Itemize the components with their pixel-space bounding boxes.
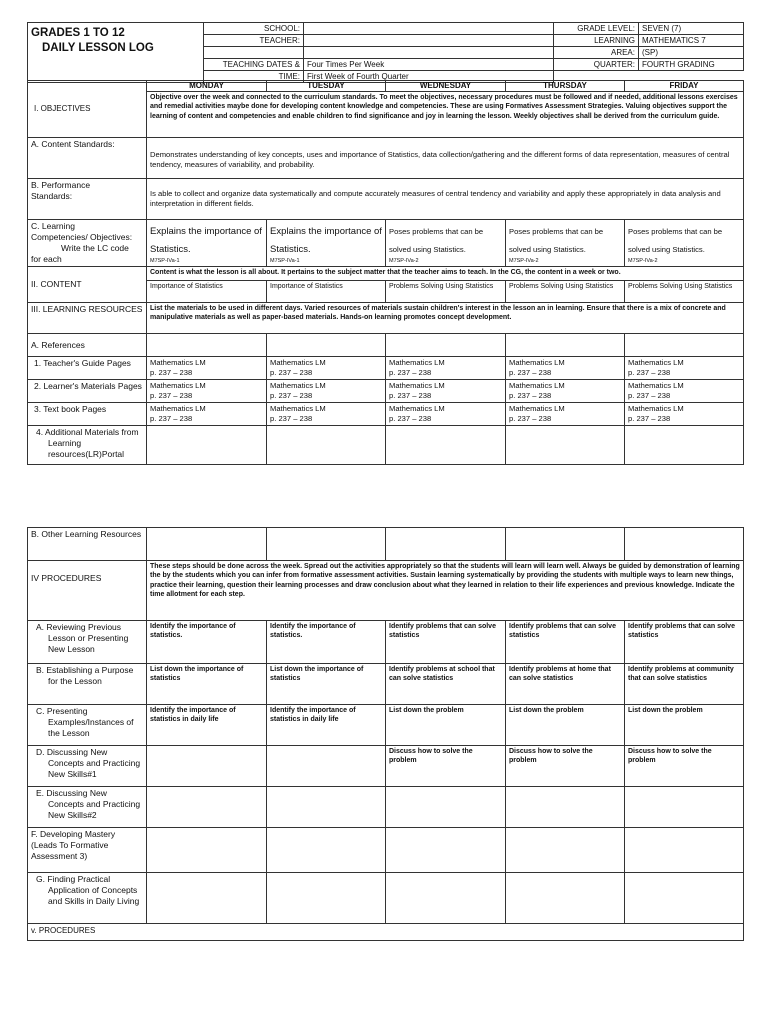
ref-title: Mathematics LM [389, 381, 445, 390]
lc-code: M7SP-IVa-1 [270, 258, 300, 264]
teaching-dates-value: Four Times Per Week [304, 59, 554, 71]
ref-title: Mathematics LM [509, 358, 565, 367]
other-blank [267, 528, 386, 561]
time-label: TIME: [204, 71, 304, 83]
ref-cell [267, 403, 386, 426]
procedure-cell [506, 873, 625, 924]
additional-blank [386, 426, 506, 465]
school-label: SCHOOL: [204, 23, 304, 35]
content-label: II. CONTENT [28, 267, 147, 303]
additional-materials-label: 4. Additional Materials from Learning resources(LR)Portal [28, 426, 147, 465]
time-value: First Week of Fourth Quarter [304, 71, 554, 83]
procedure-cell [386, 828, 506, 873]
lesson-table-part-2 [27, 527, 744, 941]
competencies-label-line-4: for each [31, 254, 62, 264]
competency-wednesday [386, 220, 506, 267]
ref-title: Mathematics LM [270, 404, 326, 413]
procedure-cell: Identify the importance of statistics. [147, 621, 267, 664]
ref-pages: p. 237 – 238 [150, 391, 193, 400]
ref-cell [506, 357, 625, 380]
ref-pages: p. 237 – 238 [628, 391, 671, 400]
competency-text: Explains the importance of Statistics. [270, 226, 382, 255]
learning-area-label-1: LEARNING [554, 35, 639, 47]
lc-code: M7SP-IVa-2 [509, 258, 539, 264]
school-value [304, 23, 554, 35]
procedure-cell: Discuss how to solve the problem [625, 746, 744, 787]
references-blank [386, 334, 506, 357]
procedures-description: These steps should be done across the week. Spread out the activities appropriately so that the students will learn will learn well. Always be guided by demonstration of learning the by the students which you can infer from formative assessment activities. Sustain learning systematically by providing the students with multiple ways to learn new things, practice their learning, question their learning processes and draw conclusion about what they learned in relation to their life experiences and previous knowledge. Indicate the time allotment for each step. [147, 561, 744, 621]
ref-pages: p. 237 – 238 [270, 391, 313, 400]
procedure-a-label: A. Reviewing Previous Lesson or Presenting New Lesson [28, 621, 147, 664]
competency-text: Poses problems that can be solved using Statistics. [389, 227, 484, 254]
ref-cell [625, 380, 744, 403]
procedure-cell [625, 873, 744, 924]
ref-cell [625, 403, 744, 426]
ref-title: Mathematics LM [628, 381, 684, 390]
content-wednesday: Problems Solving Using Statistics [386, 281, 506, 303]
competency-thursday [506, 220, 625, 267]
competencies-label-line-3: Write the LC code [61, 243, 129, 253]
ref-title: Mathematics LM [509, 404, 565, 413]
ref-title: Mathematics LM [628, 358, 684, 367]
performance-standards-label-line-2: Standards: [31, 191, 73, 201]
ref-title: Mathematics LM [628, 404, 684, 413]
content-description: Content is what the lesson is all about. It pertains to the subject matter that the teacher aims to teach. In the CG, the content in a week or two. [147, 267, 744, 281]
procedure-cell: Identify problems at community that can solve statistics [625, 664, 744, 705]
competency-monday [147, 220, 267, 267]
content-standards-label: A. Content Standards: [28, 138, 147, 179]
references-label: A. References [28, 334, 147, 357]
procedures-label: IV PROCEDURES [28, 561, 147, 621]
procedure-c-label: C. Presenting Examples/Instances of the Lesson [28, 705, 147, 746]
competency-tuesday [267, 220, 386, 267]
day-thursday: THURSDAY [506, 81, 625, 92]
procedure-e-label: E. Discussing New Concepts and Practicing New Skills#2 [28, 787, 147, 828]
procedure-cell: Identify problems that can solve statistics [506, 621, 625, 664]
competencies-label [28, 220, 147, 267]
daily-lesson-log-title: DAILY LESSON LOG [42, 42, 154, 54]
performance-standards-label [28, 179, 147, 220]
references-blank [147, 334, 267, 357]
content-standards-text: Demonstrates understanding of key concepts, uses and importance of Statistics, data collection/gathering and the different forms of data representation, measures of central tendency, measures of variability, and probability. [147, 138, 744, 179]
lc-code: M7SP-IVa-2 [628, 258, 658, 264]
lesson-table-part-1 [27, 80, 744, 465]
procedure-cell: Discuss how to solve the problem [506, 746, 625, 787]
teachers-guide-label: 1. Teacher's Guide Pages [28, 357, 147, 380]
ref-title: Mathematics LM [270, 358, 326, 367]
procedure-cell: Identify problems at school that can solve statistics [386, 664, 506, 705]
procedure-cell [147, 873, 267, 924]
other-blank [625, 528, 744, 561]
procedure-cell: Identify the importance of statistics in daily life [147, 705, 267, 746]
teaching-dates-label: TEACHING DATES & [204, 59, 304, 71]
learning-resources-text: List the materials to be used in different days. Varied resources of materials sustain children's interest in the lesson an in learning. Ensure that there is a mix of concrete and manipulative materials as well as paper-based materials. Hands-on learning promotes concept development. [147, 303, 744, 334]
ref-pages: p. 237 – 238 [150, 368, 193, 377]
competencies-label-line-2: Competencies/ Objectives: [31, 232, 133, 242]
ref-pages: p. 237 – 238 [389, 368, 432, 377]
day-tuesday: TUESDAY [267, 81, 386, 92]
procedure-cell: List down the problem [506, 705, 625, 746]
procedure-cell [267, 746, 386, 787]
teacher-value [304, 35, 554, 47]
ref-title: Mathematics LM [509, 381, 565, 390]
procedure-cell [147, 746, 267, 787]
performance-standards-text: Is able to collect and organize data systematically and compute accurately measures of central tendency and variability and apply these appropriately in data analysis and interpretation in different fields. [147, 179, 744, 220]
ref-title: Mathematics LM [150, 358, 206, 367]
header-title-cell [28, 23, 204, 83]
procedure-cell: Discuss how to solve the problem [386, 746, 506, 787]
ref-cell [267, 380, 386, 403]
objectives-label: I. OBJECTIVES [28, 81, 147, 138]
ref-cell [506, 403, 625, 426]
competency-text: Poses problems that can be solved using Statistics. [509, 227, 604, 254]
procedure-cell: List down the problem [625, 705, 744, 746]
learners-materials-label: 2. Learner's Materials Pages [28, 380, 147, 403]
procedure-cell: Identify the importance of statistics in daily life [267, 705, 386, 746]
ref-pages: p. 237 – 238 [628, 368, 671, 377]
quarter-value: FOURTH GRADING [639, 59, 744, 71]
other-blank [147, 528, 267, 561]
ref-title: Mathematics LM [389, 358, 445, 367]
ref-cell [267, 357, 386, 380]
procedure-cell: Identify problems that can solve statistics [386, 621, 506, 664]
additional-blank [147, 426, 267, 465]
header-table [27, 22, 744, 83]
ref-pages: p. 237 – 238 [150, 414, 193, 423]
textbook-pages-label: 3. Text book Pages [28, 403, 147, 426]
competency-text: Poses problems that can be solved using Statistics. [628, 227, 723, 254]
procedure-cell [267, 828, 386, 873]
day-friday: FRIDAY [625, 81, 744, 92]
content-thursday: Problems Solving Using Statistics [506, 281, 625, 303]
ref-cell [147, 380, 267, 403]
ref-pages: p. 237 – 238 [270, 414, 313, 423]
ref-title: Mathematics LM [389, 404, 445, 413]
procedure-cell [147, 787, 267, 828]
teacher-blank [204, 47, 304, 59]
content-friday: Problems Solving Using Statistics [625, 281, 744, 303]
ref-cell [147, 403, 267, 426]
competencies-label-line-1: C. Learning [31, 221, 75, 231]
grade-level-label: GRADE LEVEL: [554, 23, 639, 35]
procedure-cell [506, 828, 625, 873]
additional-blank [506, 426, 625, 465]
procedure-cell: Identify the importance of statistics. [267, 621, 386, 664]
learning-area-label-2: AREA: [554, 47, 639, 59]
day-wednesday: WEDNESDAY [386, 81, 506, 92]
procedure-d-label: D. Discussing New Concepts and Practicing New Skills#1 [28, 746, 147, 787]
quarter-label: QUARTER: [554, 59, 639, 71]
ref-pages: p. 237 – 238 [389, 391, 432, 400]
learning-resources-label: III. LEARNING RESOURCES [28, 303, 147, 334]
references-blank [625, 334, 744, 357]
procedure-cell: Identify problems at home that can solve statistics [506, 664, 625, 705]
ref-pages: p. 237 – 238 [628, 414, 671, 423]
procedure-g-label: G. Finding Practical Application of Concepts and Skills in Daily Living [28, 873, 147, 924]
grade-level-value: SEVEN (7) [639, 23, 744, 35]
procedure-cell [625, 828, 744, 873]
other-blank [506, 528, 625, 561]
ref-cell [147, 357, 267, 380]
performance-standards-label-line-1: B. Performance [31, 180, 91, 190]
competency-text: Explains the importance of Statistics. [150, 226, 262, 255]
ref-pages: p. 237 – 238 [509, 391, 552, 400]
procedure-cell [267, 787, 386, 828]
other-blank [386, 528, 506, 561]
competency-friday [625, 220, 744, 267]
lc-code: M7SP-IVa-2 [389, 258, 419, 264]
references-blank [267, 334, 386, 357]
references-blank [506, 334, 625, 357]
ref-pages: p. 237 – 238 [509, 414, 552, 423]
additional-blank [625, 426, 744, 465]
teacher-label: TEACHER: [204, 35, 304, 47]
ref-cell [506, 380, 625, 403]
procedure-cell [506, 787, 625, 828]
ref-title: Mathematics LM [150, 381, 206, 390]
ref-cell [386, 380, 506, 403]
ref-cell [386, 403, 506, 426]
learning-area-value-2: (SP) [639, 47, 744, 59]
procedure-cell [147, 828, 267, 873]
ref-title: Mathematics LM [270, 381, 326, 390]
ref-cell [625, 357, 744, 380]
procedure-b-label: B. Establishing a Purpose for the Lesson [28, 664, 147, 705]
content-tuesday: Importance of Statistics [267, 281, 386, 303]
ref-cell [386, 357, 506, 380]
learning-area-value-1: MATHEMATICS 7 [639, 35, 744, 47]
other-resources-label: B. Other Learning Resources [28, 528, 147, 561]
additional-blank [267, 426, 386, 465]
procedure-cell [625, 787, 744, 828]
procedure-cell [267, 873, 386, 924]
procedure-cell: List down the problem [386, 705, 506, 746]
content-monday: Importance of Statistics [147, 281, 267, 303]
ref-pages: p. 237 – 238 [270, 368, 313, 377]
procedure-cell: List down the importance of statistics [147, 664, 267, 705]
procedure-cell: Identify problems that can solve statistics [625, 621, 744, 664]
procedure-cell [386, 787, 506, 828]
v-procedures-label: v. PROCEDURES [28, 924, 744, 941]
grades-title: GRADES 1 TO 12 [31, 27, 125, 39]
lc-code: M7SP-IVa-1 [150, 258, 180, 264]
ref-pages: p. 237 – 238 [509, 368, 552, 377]
day-monday: MONDAY [147, 81, 267, 92]
objectives-description: Objective over the week and connected to the curriculum standards. To meet the objectives, necessary procedures must be followed and if needed, additional lessons exercises and remedial activities maybe done for developing content knowledge and competencies. These are using Formatives Assessment Strategies. Valuing objectives support the learning of content and competencies and enable children to find significance and joy in learning the lesson. Weekly objectives shall be derived from the curriculum guide. [147, 92, 744, 138]
procedure-cell [386, 873, 506, 924]
ref-pages: p. 237 – 238 [389, 414, 432, 423]
procedure-f-label: F. Developing Mastery (Leads To Formative Assessment 3) [28, 828, 147, 873]
days-header-row [28, 81, 744, 92]
teacher-blank-value [304, 47, 554, 59]
ref-title: Mathematics LM [150, 404, 206, 413]
procedure-cell: List down the importance of statistics [267, 664, 386, 705]
